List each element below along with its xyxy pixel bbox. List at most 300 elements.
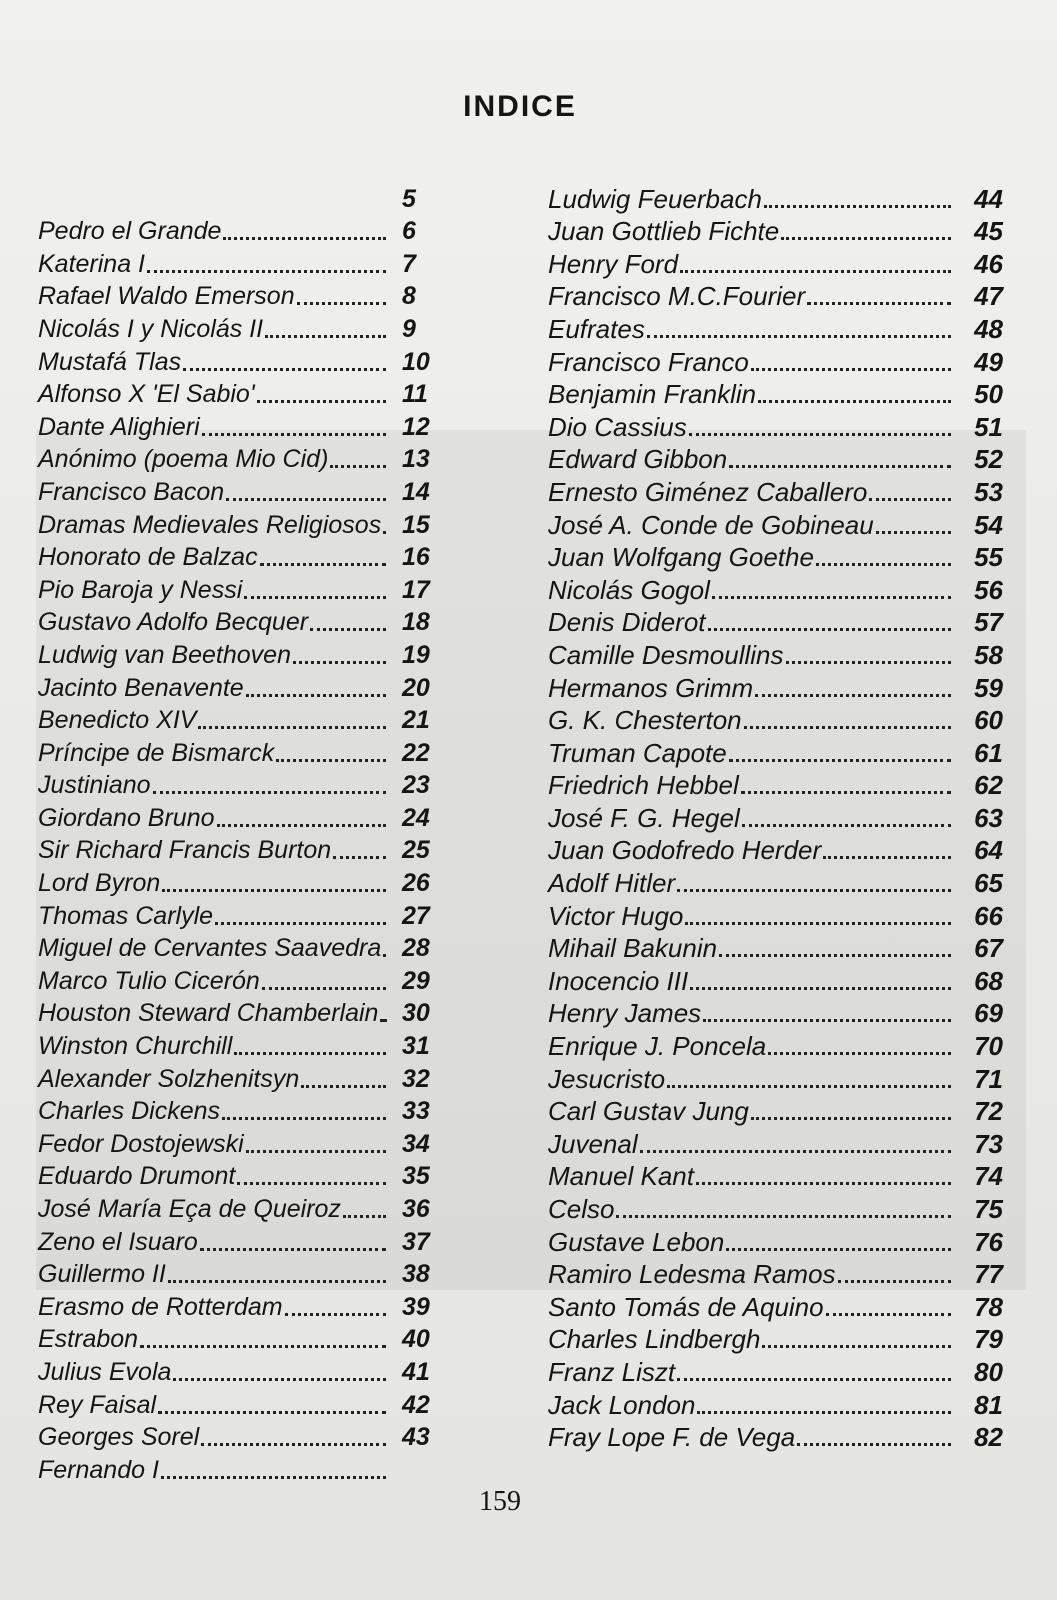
entry-page-number: 16 — [402, 543, 430, 572]
index-entry — [38, 1190, 448, 1223]
dot-leader — [153, 790, 386, 794]
index-entry — [548, 1190, 1003, 1223]
dot-leader — [201, 1442, 386, 1446]
entry-name: Miguel de Cervantes Saavedra — [38, 934, 382, 963]
dot-leader — [689, 432, 951, 436]
index-entry — [38, 571, 448, 604]
index-entry — [38, 1451, 448, 1484]
entry-page-number: 76 — [974, 1226, 1003, 1257]
index-entry — [38, 1419, 448, 1452]
index-entry — [548, 636, 1003, 669]
entry-name: Camille Desmoullins — [548, 639, 784, 670]
entry-page-number: 54 — [974, 509, 1003, 540]
index-entry — [38, 930, 448, 963]
entry-name: Thomas Carlyle — [38, 901, 214, 930]
index-entry — [38, 962, 448, 995]
index-entry — [38, 1093, 448, 1126]
entry-name: Alexander Solzhenitsyn — [38, 1064, 300, 1093]
index-entry — [548, 1093, 1003, 1126]
entry-name: Fedor Dostojewski — [38, 1129, 244, 1158]
entry-page-number: 69 — [974, 998, 1003, 1029]
dot-leader — [708, 627, 951, 631]
entry-page-number: 49 — [974, 346, 1003, 377]
dot-leader — [158, 1410, 386, 1414]
entry-name: Príncipe de Bismarck — [38, 738, 275, 767]
entry-name: Houston Steward Chamberlain — [38, 999, 379, 1028]
entry-page-number: 52 — [974, 444, 1003, 475]
index-entry — [38, 604, 448, 637]
dot-leader — [677, 1377, 951, 1381]
index-entry — [548, 1256, 1003, 1289]
dot-leader — [202, 432, 386, 436]
entry-page-number: 62 — [974, 770, 1003, 801]
index-entry — [38, 506, 448, 539]
dot-leader — [744, 725, 951, 729]
entry-page-number: 41 — [402, 1357, 430, 1386]
dot-leader — [222, 1116, 386, 1120]
entry-name: Honorato de Balzac — [38, 543, 258, 572]
index-entry — [38, 669, 448, 702]
dot-leader — [293, 660, 386, 664]
dot-leader — [719, 953, 951, 957]
index-entry — [548, 864, 1003, 897]
entry-page-number: 20 — [402, 673, 430, 702]
index-entry — [38, 1027, 448, 1060]
entry-page-number: 80 — [974, 1356, 1003, 1387]
dot-leader — [343, 1214, 386, 1218]
index-entry — [38, 897, 448, 930]
dot-leader — [200, 1247, 386, 1251]
dot-leader — [297, 301, 386, 305]
dot-leader — [876, 530, 951, 534]
entry-name: Henry Ford — [548, 248, 679, 279]
entry-name: Adolf Hitler — [548, 868, 676, 899]
dot-leader — [215, 921, 386, 925]
dot-leader — [183, 367, 386, 371]
entry-page-number: 68 — [974, 965, 1003, 996]
entry-page-number: 79 — [974, 1324, 1003, 1355]
entry-page-number: 8 — [402, 282, 416, 311]
entry-page-number: 51 — [974, 411, 1003, 442]
entry-name: Jacinto Benavente — [38, 673, 244, 702]
index-entry — [548, 473, 1003, 506]
dot-leader — [234, 1051, 386, 1055]
entry-name: Hermanos Grimm — [548, 672, 754, 703]
entry-page-number: 26 — [402, 869, 430, 898]
entry-page-number: 33 — [402, 1097, 430, 1126]
entry-page-number: 36 — [402, 1195, 430, 1223]
entry-page-number: 34 — [402, 1129, 430, 1158]
entry-page-number: 46 — [974, 248, 1003, 279]
index-entry — [548, 1158, 1003, 1191]
index-entry — [548, 767, 1003, 800]
index-entry — [38, 1256, 448, 1289]
dot-leader — [260, 562, 386, 566]
index-entry — [548, 897, 1003, 930]
entry-name: Celso — [548, 1194, 615, 1224]
index-entry — [38, 767, 448, 800]
entry-name: Francisco M.C.Fourier — [548, 281, 806, 312]
dot-leader — [333, 855, 386, 859]
entry-page-number: 6 — [402, 217, 416, 246]
index-entry — [38, 995, 448, 1028]
entry-page-number: 27 — [402, 901, 430, 930]
entry-page-number: 7 — [402, 249, 416, 278]
index-entry — [548, 408, 1003, 441]
entry-page-number: 9 — [402, 314, 416, 343]
entry-page-number: 32 — [402, 1064, 430, 1093]
index-entry — [548, 1419, 1003, 1452]
dot-leader — [168, 1279, 386, 1283]
page-number: 159 — [479, 1486, 521, 1517]
entry-page-number: 35 — [402, 1162, 430, 1191]
entry-name: Erasmo de Rotterdam — [38, 1292, 283, 1321]
entry-page-number: 17 — [402, 575, 430, 604]
entry-name: Georges Sorel — [38, 1423, 200, 1452]
index-entry — [38, 376, 448, 409]
dot-leader — [677, 888, 951, 892]
entry-name: Julius Evola — [38, 1357, 172, 1386]
entry-page-number: 13 — [402, 445, 430, 474]
dot-leader — [786, 660, 951, 664]
entry-name: Dramas Medievales Religiosos — [38, 510, 382, 539]
dot-leader — [147, 269, 386, 273]
entry-page-number: 72 — [974, 1096, 1003, 1127]
index-entry — [548, 245, 1003, 278]
index-entry — [548, 539, 1003, 572]
entry-page-number: 38 — [402, 1260, 430, 1289]
dot-leader — [257, 399, 386, 403]
dot-leader — [690, 986, 951, 990]
dot-leader — [697, 1410, 951, 1414]
entry-name: Alfonso X 'El Sabio' — [38, 380, 255, 409]
entry-name: Carl Gustav Jung — [548, 1096, 749, 1127]
entry-name: Truman Capote — [548, 737, 727, 768]
dot-leader — [140, 1344, 386, 1348]
dot-leader — [768, 1051, 951, 1055]
entry-page-number: 50 — [974, 379, 1003, 410]
index-column-right — [548, 180, 1003, 1451]
index-entry — [548, 799, 1003, 832]
entry-name: Francisco Bacon — [38, 477, 225, 506]
index-entry — [548, 1288, 1003, 1321]
entry-page-number: 48 — [974, 313, 1003, 344]
dot-leader — [173, 1377, 386, 1381]
index-entry — [38, 1158, 448, 1191]
entry-name: Mustafá Tlas — [38, 347, 182, 376]
entry-name: Franz Liszt — [548, 1356, 676, 1387]
dot-leader — [869, 497, 951, 501]
page-title: INDICE — [463, 90, 577, 123]
dot-leader — [838, 1279, 951, 1283]
entry-page-number: 73 — [974, 1128, 1003, 1159]
entry-page-number: 71 — [974, 1063, 1003, 1094]
entry-page-number: 10 — [402, 347, 430, 376]
entry-name: Inocencio III — [548, 965, 689, 996]
entry-page-number: 81 — [974, 1389, 1003, 1420]
entry-name: Fray Lope F. de Vega — [548, 1422, 796, 1453]
dot-leader — [741, 790, 951, 794]
entry-name: Rafael Waldo Emerson — [38, 282, 295, 311]
entry-page-number: 77 — [974, 1259, 1003, 1290]
entry-name: Denis Diderot — [548, 607, 706, 638]
dot-leader — [762, 1344, 951, 1348]
dot-leader — [685, 921, 951, 925]
entry-page-number: 59 — [974, 672, 1003, 703]
entry-page-number: 55 — [974, 542, 1003, 573]
entry-page-number: 19 — [402, 640, 430, 669]
dot-leader — [729, 464, 951, 468]
entry-page-number: 37 — [402, 1227, 430, 1256]
dot-leader — [823, 855, 951, 859]
index-entry — [38, 1223, 448, 1256]
dot-leader — [244, 595, 386, 599]
entry-name: Henry James — [548, 998, 702, 1029]
index-entry — [38, 310, 448, 343]
dot-leader — [383, 530, 386, 534]
dot-leader — [237, 1181, 386, 1185]
entry-name: Ludwig Feuerbach — [548, 183, 762, 214]
dot-leader — [816, 562, 951, 566]
entry-page-number: 18 — [402, 608, 430, 637]
dot-leader — [807, 301, 951, 305]
index-entry — [38, 1288, 448, 1321]
index-entry — [38, 278, 448, 311]
entry-name: G. K. Chesterton — [548, 705, 742, 736]
index-entry — [548, 1125, 1003, 1158]
entry-name: Nicolás I y Nicolás II — [38, 314, 264, 343]
dot-leader — [797, 1442, 951, 1446]
entry-name: Friedrich Hebbel — [548, 770, 739, 801]
entry-page-number: 24 — [402, 803, 430, 832]
entry-page-number: 23 — [402, 771, 430, 800]
entry-name: Justiniano — [38, 771, 151, 800]
entry-name: Marco Tulio Cicerón — [38, 966, 260, 995]
index-entry — [38, 1125, 448, 1158]
entry-page-number: 14 — [402, 477, 430, 506]
entry-name: Jack London — [548, 1389, 696, 1420]
entry-name: Enrique J. Poncela — [548, 1031, 767, 1062]
index-entry — [38, 441, 448, 474]
entry-name: Fernando I — [38, 1455, 159, 1484]
entry-page-number: 31 — [402, 1032, 430, 1061]
entry-name: Francisco Franco — [548, 346, 749, 377]
entry-page-number: 53 — [974, 476, 1003, 507]
dot-leader — [246, 1149, 386, 1153]
index-entry — [548, 278, 1003, 311]
entry-name: Juvenal — [548, 1128, 638, 1159]
entry-name: Ludwig van Beethoven — [38, 640, 291, 669]
dot-leader — [198, 725, 386, 729]
entry-name: Guillermo II — [38, 1260, 166, 1289]
entry-page-number: 65 — [974, 868, 1003, 899]
dot-leader — [276, 758, 386, 762]
index-entry — [38, 180, 448, 213]
index-entry — [548, 1223, 1003, 1256]
entry-page-number: 66 — [974, 900, 1003, 931]
entry-page-number: 74 — [974, 1161, 1003, 1192]
dot-leader — [647, 334, 951, 338]
entry-page-number: 63 — [974, 802, 1003, 833]
dot-leader — [301, 1084, 386, 1088]
dot-leader — [703, 1018, 951, 1022]
entry-page-number: 57 — [974, 607, 1003, 638]
entry-name: Eufrates — [548, 313, 645, 344]
dot-leader — [751, 1116, 951, 1120]
index-entry — [548, 930, 1003, 963]
entry-page-number: 42 — [402, 1390, 430, 1419]
entry-name: Winston Churchill — [38, 1032, 233, 1061]
index-entry — [548, 995, 1003, 1028]
dot-leader — [285, 1312, 386, 1316]
entry-page-number: 39 — [402, 1292, 430, 1321]
dot-leader — [262, 986, 386, 990]
index-entry — [38, 1321, 448, 1354]
index-entry — [548, 1321, 1003, 1354]
entry-page-number: 30 — [402, 999, 430, 1028]
entry-page-number: 47 — [974, 281, 1003, 312]
entry-name: Benedicto XIV — [38, 706, 197, 735]
index-entry — [548, 962, 1003, 995]
entry-page-number: 25 — [402, 836, 430, 865]
entry-page-number: 58 — [974, 639, 1003, 670]
dot-leader — [764, 204, 951, 208]
index-entry — [548, 669, 1003, 702]
index-entry — [38, 473, 448, 506]
index-column-left — [38, 180, 448, 1484]
dot-leader — [161, 1475, 386, 1479]
entry-page-number: 78 — [974, 1291, 1003, 1322]
entry-page-number: 15 — [402, 510, 430, 539]
entry-name: Sir Richard Francis Burton — [38, 836, 332, 865]
entry-name: Anónimo (poema Mio Cid) — [38, 445, 329, 474]
entry-name: Rey Faisal — [38, 1390, 157, 1419]
entry-page-number: 21 — [402, 706, 430, 735]
index-entry — [38, 1060, 448, 1093]
dot-leader — [380, 1018, 386, 1022]
index-entry — [38, 799, 448, 832]
dot-leader — [667, 1084, 951, 1088]
dot-leader — [217, 823, 386, 827]
entry-name: Santo Tomás de Aquino — [548, 1291, 824, 1322]
index-entry — [548, 571, 1003, 604]
entry-name: Edward Gibbon — [548, 444, 728, 475]
index-entry — [38, 864, 448, 897]
dot-leader — [729, 758, 951, 762]
dot-leader — [310, 627, 386, 631]
entry-name: Charles Lindbergh — [548, 1324, 761, 1355]
index-entry — [548, 1353, 1003, 1386]
entry-name: Nicolás Gogol — [548, 574, 710, 605]
entry-page-number: 82 — [974, 1422, 1003, 1453]
entry-page-number: 11 — [402, 380, 428, 409]
entry-name: Jesucristo — [548, 1063, 666, 1094]
index-entry — [548, 604, 1003, 637]
entry-name: José A. Conde de Gobineau — [548, 509, 874, 540]
entry-name: Estrabon — [38, 1325, 139, 1354]
index-entry — [548, 734, 1003, 767]
entry-name: Pedro el Grande — [38, 217, 222, 246]
entry-name: Zeno el Isuaro — [38, 1227, 198, 1256]
index-entry — [38, 539, 448, 572]
entry-page-number: 60 — [974, 705, 1003, 736]
entry-name: Charles Dickens — [38, 1097, 221, 1126]
dot-leader — [383, 953, 386, 957]
entry-name: Juan Godofredo Herder — [548, 835, 822, 866]
index-entry — [38, 1386, 448, 1419]
entry-name: Juan Wolfgang Goethe — [548, 542, 814, 573]
index-entry — [38, 1353, 448, 1386]
index-entry — [38, 702, 448, 735]
index-entry — [548, 343, 1003, 376]
dot-leader — [712, 595, 951, 599]
entry-name: Manuel Kant — [548, 1161, 694, 1192]
entry-name: Gustavo Adolfo Becquer — [38, 608, 309, 637]
index-entry — [38, 832, 448, 865]
entry-page-number: 45 — [974, 216, 1003, 247]
dot-leader — [330, 464, 386, 468]
entry-page-number: 43 — [402, 1423, 430, 1452]
index-entry — [548, 702, 1003, 735]
entry-name: Benjamin Franklin — [548, 379, 757, 410]
dot-leader — [680, 269, 951, 273]
index-entry — [548, 1386, 1003, 1419]
entry-name: Katerina I — [38, 249, 146, 278]
dot-leader — [640, 1149, 951, 1153]
entry-name: Lord Byron — [38, 869, 161, 898]
dot-leader — [751, 367, 951, 371]
dot-leader — [246, 693, 386, 697]
index-entry — [548, 213, 1003, 246]
entry-page-number: 22 — [402, 738, 430, 767]
entry-page-number: 28 — [402, 934, 430, 963]
dot-leader — [226, 497, 386, 501]
index-entry — [38, 343, 448, 376]
entry-name: Gustave Lebon — [548, 1226, 725, 1257]
entry-name: Dio Cassius — [548, 411, 687, 442]
index-entry — [548, 310, 1003, 343]
index-entry — [38, 408, 448, 441]
entry-name: José María Eça de Queiroz — [38, 1195, 341, 1223]
entry-page-number: 44 — [974, 183, 1003, 214]
dot-leader — [265, 334, 386, 338]
dot-leader — [742, 823, 951, 827]
dot-leader — [616, 1214, 951, 1218]
index-entry — [548, 506, 1003, 539]
entry-page-number: 70 — [974, 1031, 1003, 1062]
index-entry — [548, 376, 1003, 409]
index-entry — [548, 832, 1003, 865]
entry-name: Eduardo Drumont — [38, 1162, 236, 1191]
entry-page-number: 61 — [974, 737, 1003, 768]
index-entry — [38, 245, 448, 278]
dot-leader — [755, 693, 951, 697]
dot-leader — [726, 1247, 951, 1251]
dot-leader — [781, 236, 951, 240]
index-entry — [548, 1027, 1003, 1060]
index-entry — [548, 1060, 1003, 1093]
index-entry — [38, 734, 448, 767]
index-entry — [548, 180, 1003, 213]
index-entry — [38, 213, 448, 246]
dot-leader — [162, 888, 386, 892]
index-entry — [548, 441, 1003, 474]
entry-name: Giordano Bruno — [38, 803, 215, 832]
dot-leader — [696, 1181, 951, 1185]
entry-name: José F. G. Hegel — [548, 802, 740, 833]
entry-name: Victor Hugo — [548, 900, 684, 931]
entry-page-number: 12 — [402, 412, 430, 441]
